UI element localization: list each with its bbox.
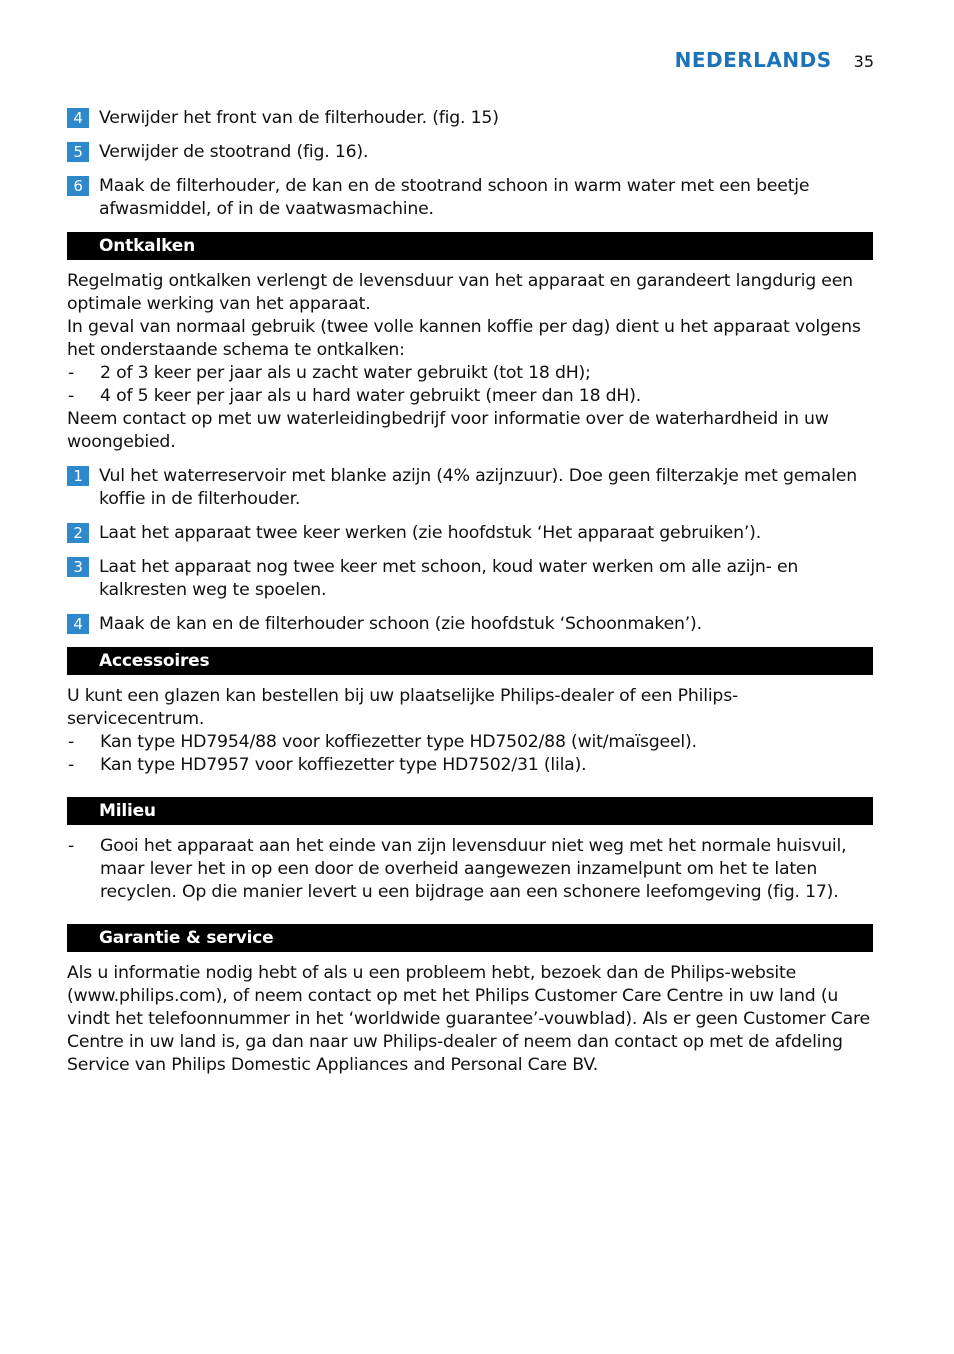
section-heading-garantie: Garantie & service	[67, 924, 873, 952]
step-text: Vul het waterreservoir met blanke azijn (4% azijnzuur). Doe geen filterzakje met gemalen koffie in de filterhouder.	[99, 466, 857, 509]
list-item-text: Kan type HD7954/88 voor koffiezetter type HD7502/88 (wit/maïsgeel).	[100, 732, 697, 752]
paragraph	[67, 962, 873, 1077]
dash-marker: -	[68, 836, 75, 856]
step-number: 2	[67, 523, 89, 543]
section-heading-milieu: Milieu	[67, 797, 873, 825]
list-item-text: Gooi het apparaat aan het einde van zijn levensduur niet weg met het normale huisvuil, maar lever het in op een door de overheid aangewezen inzamelpunt om het te laten recyclen. Op die manier levert u een bijdrage aan een schonere leefomgeving (fig. 17).	[100, 836, 847, 902]
step-text: Maak de filterhouder, de kan en de stootrand schoon in warm water met een beetje afwasmiddel, of in de vaatwasmachine.	[99, 176, 810, 219]
numbered-step	[67, 556, 873, 602]
numbered-step	[67, 613, 873, 636]
paragraph: In geval van normaal gebruik (twee volle kannen koffie per dag) dient u het apparaat volgens het onderstaande schema te ontkalken:	[67, 317, 861, 360]
step-number: 4	[67, 614, 89, 634]
dash-marker: -	[68, 363, 75, 383]
paragraph: U kunt een glazen kan bestellen bij uw plaatselijke Philips-dealer of een Philips-servicecentrum.	[67, 686, 739, 729]
page-header	[675, 48, 874, 72]
step-number: 4	[67, 108, 89, 128]
section-heading-ontkalken: Ontkalken	[67, 232, 873, 260]
numbered-step	[67, 175, 873, 221]
dash-list-item	[67, 385, 873, 408]
list-item-text: 4 of 5 keer per jaar als u hard water gebruikt (meer dan 18 dH).	[100, 386, 642, 406]
guarantee-text-end: ), of neem contact op met het Philips Customer Care Centre in uw land (u vindt het telefoonnummer in het ‘worldwide guarantee’-vouwblad). Als er geen Customer Care Centre in uw land is, ga dan naar uw Philips-dealer of neem dan contact op met de afdeling Service van Philips Domestic Appliances and Personal Care BV.	[67, 986, 870, 1075]
section-heading-accessoires: Accessoires	[67, 647, 873, 675]
dash-list-item	[67, 835, 873, 904]
numbered-step	[67, 107, 873, 130]
page-content	[67, 107, 873, 1077]
paragraph: Regelmatig ontkalken verlengt de levensduur van het apparaat en garandeert langdurig een optimale werking van het apparaat.	[67, 271, 853, 314]
philips-website-link[interactable]: www.philips.com	[73, 986, 216, 1006]
step-text: Laat het apparaat nog twee keer met schoon, koud water werken om alle azijn- en kalkresten weg te spoelen.	[99, 557, 799, 600]
step-number: 1	[67, 466, 89, 486]
step-number: 3	[67, 557, 89, 577]
step-text: Laat het apparaat twee keer werken (zie hoofdstuk ‘Het apparaat gebruiken’).	[99, 523, 761, 543]
step-number: 6	[67, 176, 89, 196]
dash-list-item	[67, 754, 873, 777]
list-item-text: 2 of 3 keer per jaar als u zacht water gebruikt (tot 18 dH);	[100, 363, 591, 383]
dash-list-item	[67, 731, 873, 754]
step-text: Maak de kan en de filterhouder schoon (zie hoofdstuk ‘Schoonmaken’).	[99, 614, 702, 634]
numbered-step	[67, 465, 873, 511]
language-label: NEDERLANDS	[674, 48, 832, 72]
guarantee-text-start: Als u informatie nodig hebt of als u een probleem hebt, bezoek dan de Philips-website (	[67, 963, 797, 1006]
step-number: 5	[67, 142, 89, 162]
dash-marker: -	[68, 732, 75, 752]
step-text: Verwijder de stootrand (fig. 16).	[99, 142, 369, 162]
dash-list-item	[67, 362, 873, 385]
numbered-step	[67, 141, 873, 164]
step-text: Verwijder het front van de filterhouder. (fig. 15)	[99, 108, 499, 128]
paragraph: Neem contact op met uw waterleidingbedrijf voor informatie over de waterhardheid in uw woongebied.	[67, 409, 829, 452]
dash-marker: -	[68, 755, 75, 775]
page-number: 35	[853, 52, 874, 71]
numbered-step	[67, 522, 873, 545]
list-item-text: Kan type HD7957 voor koffiezetter type HD7502/31 (lila).	[100, 755, 587, 775]
dash-marker: -	[68, 386, 75, 406]
